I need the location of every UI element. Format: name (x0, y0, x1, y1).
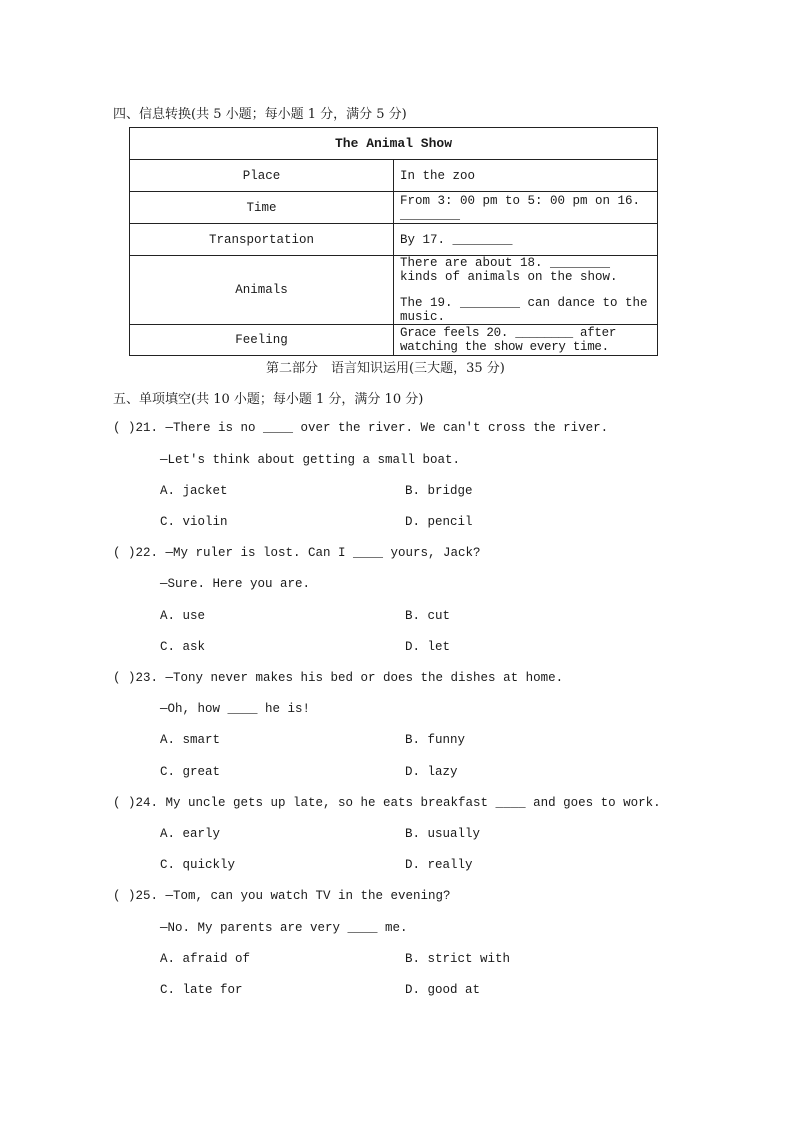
row-value-feeling: Grace feels 20. ________ after watching the show every time. (394, 325, 658, 356)
question-22-reply: —Sure. Here you are. (160, 577, 311, 591)
row-label-transportation: Transportation (130, 224, 394, 256)
row-value-place: In the zoo (394, 160, 658, 192)
animals-line-1: There are about 18. ________ kinds of animals on the show. (400, 256, 618, 284)
question-22-option-c[interactable]: C. ask (160, 640, 206, 654)
question-24-option-a[interactable]: A. early (160, 827, 221, 841)
part2-title: 第二部分 语言知识运用(三大题，35 分) (266, 361, 505, 376)
question-23-stem: ( )23. —Tony never makes his bed or does the dishes at home. (113, 671, 564, 685)
question-23-option-a[interactable]: A. smart (160, 733, 221, 747)
question-21-option-a[interactable]: A. jacket (160, 484, 228, 498)
row-value-transportation: By 17. ________ (394, 224, 658, 256)
question-25-option-b[interactable]: B. strict with (405, 952, 511, 966)
row-label-feeling: Feeling (130, 325, 394, 356)
question-22-option-b[interactable]: B. cut (405, 609, 451, 623)
question-25-option-c[interactable]: C. late for (160, 983, 243, 997)
table-title: The Animal Show (130, 128, 658, 160)
question-25-option-a[interactable]: A. afraid of (160, 952, 251, 966)
question-22-stem: ( )22. —My ruler is lost. Can I ____ yours, Jack? (113, 546, 481, 560)
row-value-time: From 3: 00 pm to 5: 00 pm on 16. ________ (394, 192, 658, 224)
question-24-stem: ( )24. My uncle gets up late, so he eats breakfast ____ and goes to work. (113, 796, 661, 810)
question-24-option-b[interactable]: B. usually (405, 827, 481, 841)
animals-line-2: The 19. ________ can dance to the music. (400, 296, 648, 324)
question-21-reply: —Let's think about getting a small boat. (160, 453, 461, 467)
question-23-reply: —Oh, how ____ he is! (160, 702, 311, 716)
row-label-place: Place (130, 160, 394, 192)
question-24-option-c[interactable]: C. quickly (160, 858, 236, 872)
question-25-option-d[interactable]: D. good at (405, 983, 481, 997)
question-24-option-d[interactable]: D. really (405, 858, 473, 872)
question-22-option-d[interactable]: D. let (405, 640, 451, 654)
question-21-stem: ( )21. —There is no ____ over the river. We can't cross the river. (113, 421, 609, 435)
section4-heading: 四、信息转换(共 5 小题；每小题 1 分，满分 5 分) (113, 107, 407, 122)
row-label-animals: Animals (130, 256, 394, 325)
question-23-option-b[interactable]: B. funny (405, 733, 466, 747)
row-label-time: Time (130, 192, 394, 224)
question-25-reply: —No. My parents are very ____ me. (160, 921, 408, 935)
question-23-option-c[interactable]: C. great (160, 765, 221, 779)
question-21-option-b[interactable]: B. bridge (405, 484, 473, 498)
section5-heading: 五、单项填空(共 10 小题；每小题 1 分，满分 10 分) (113, 392, 424, 407)
question-23-option-d[interactable]: D. lazy (405, 765, 458, 779)
animal-show-table (129, 127, 658, 356)
question-25-stem: ( )25. —Tom, can you watch TV in the evening? (113, 889, 451, 903)
question-21-option-d[interactable]: D. pencil (405, 515, 473, 529)
row-value-animals (394, 256, 658, 325)
question-21-option-c[interactable]: C. violin (160, 515, 228, 529)
question-22-option-a[interactable]: A. use (160, 609, 206, 623)
